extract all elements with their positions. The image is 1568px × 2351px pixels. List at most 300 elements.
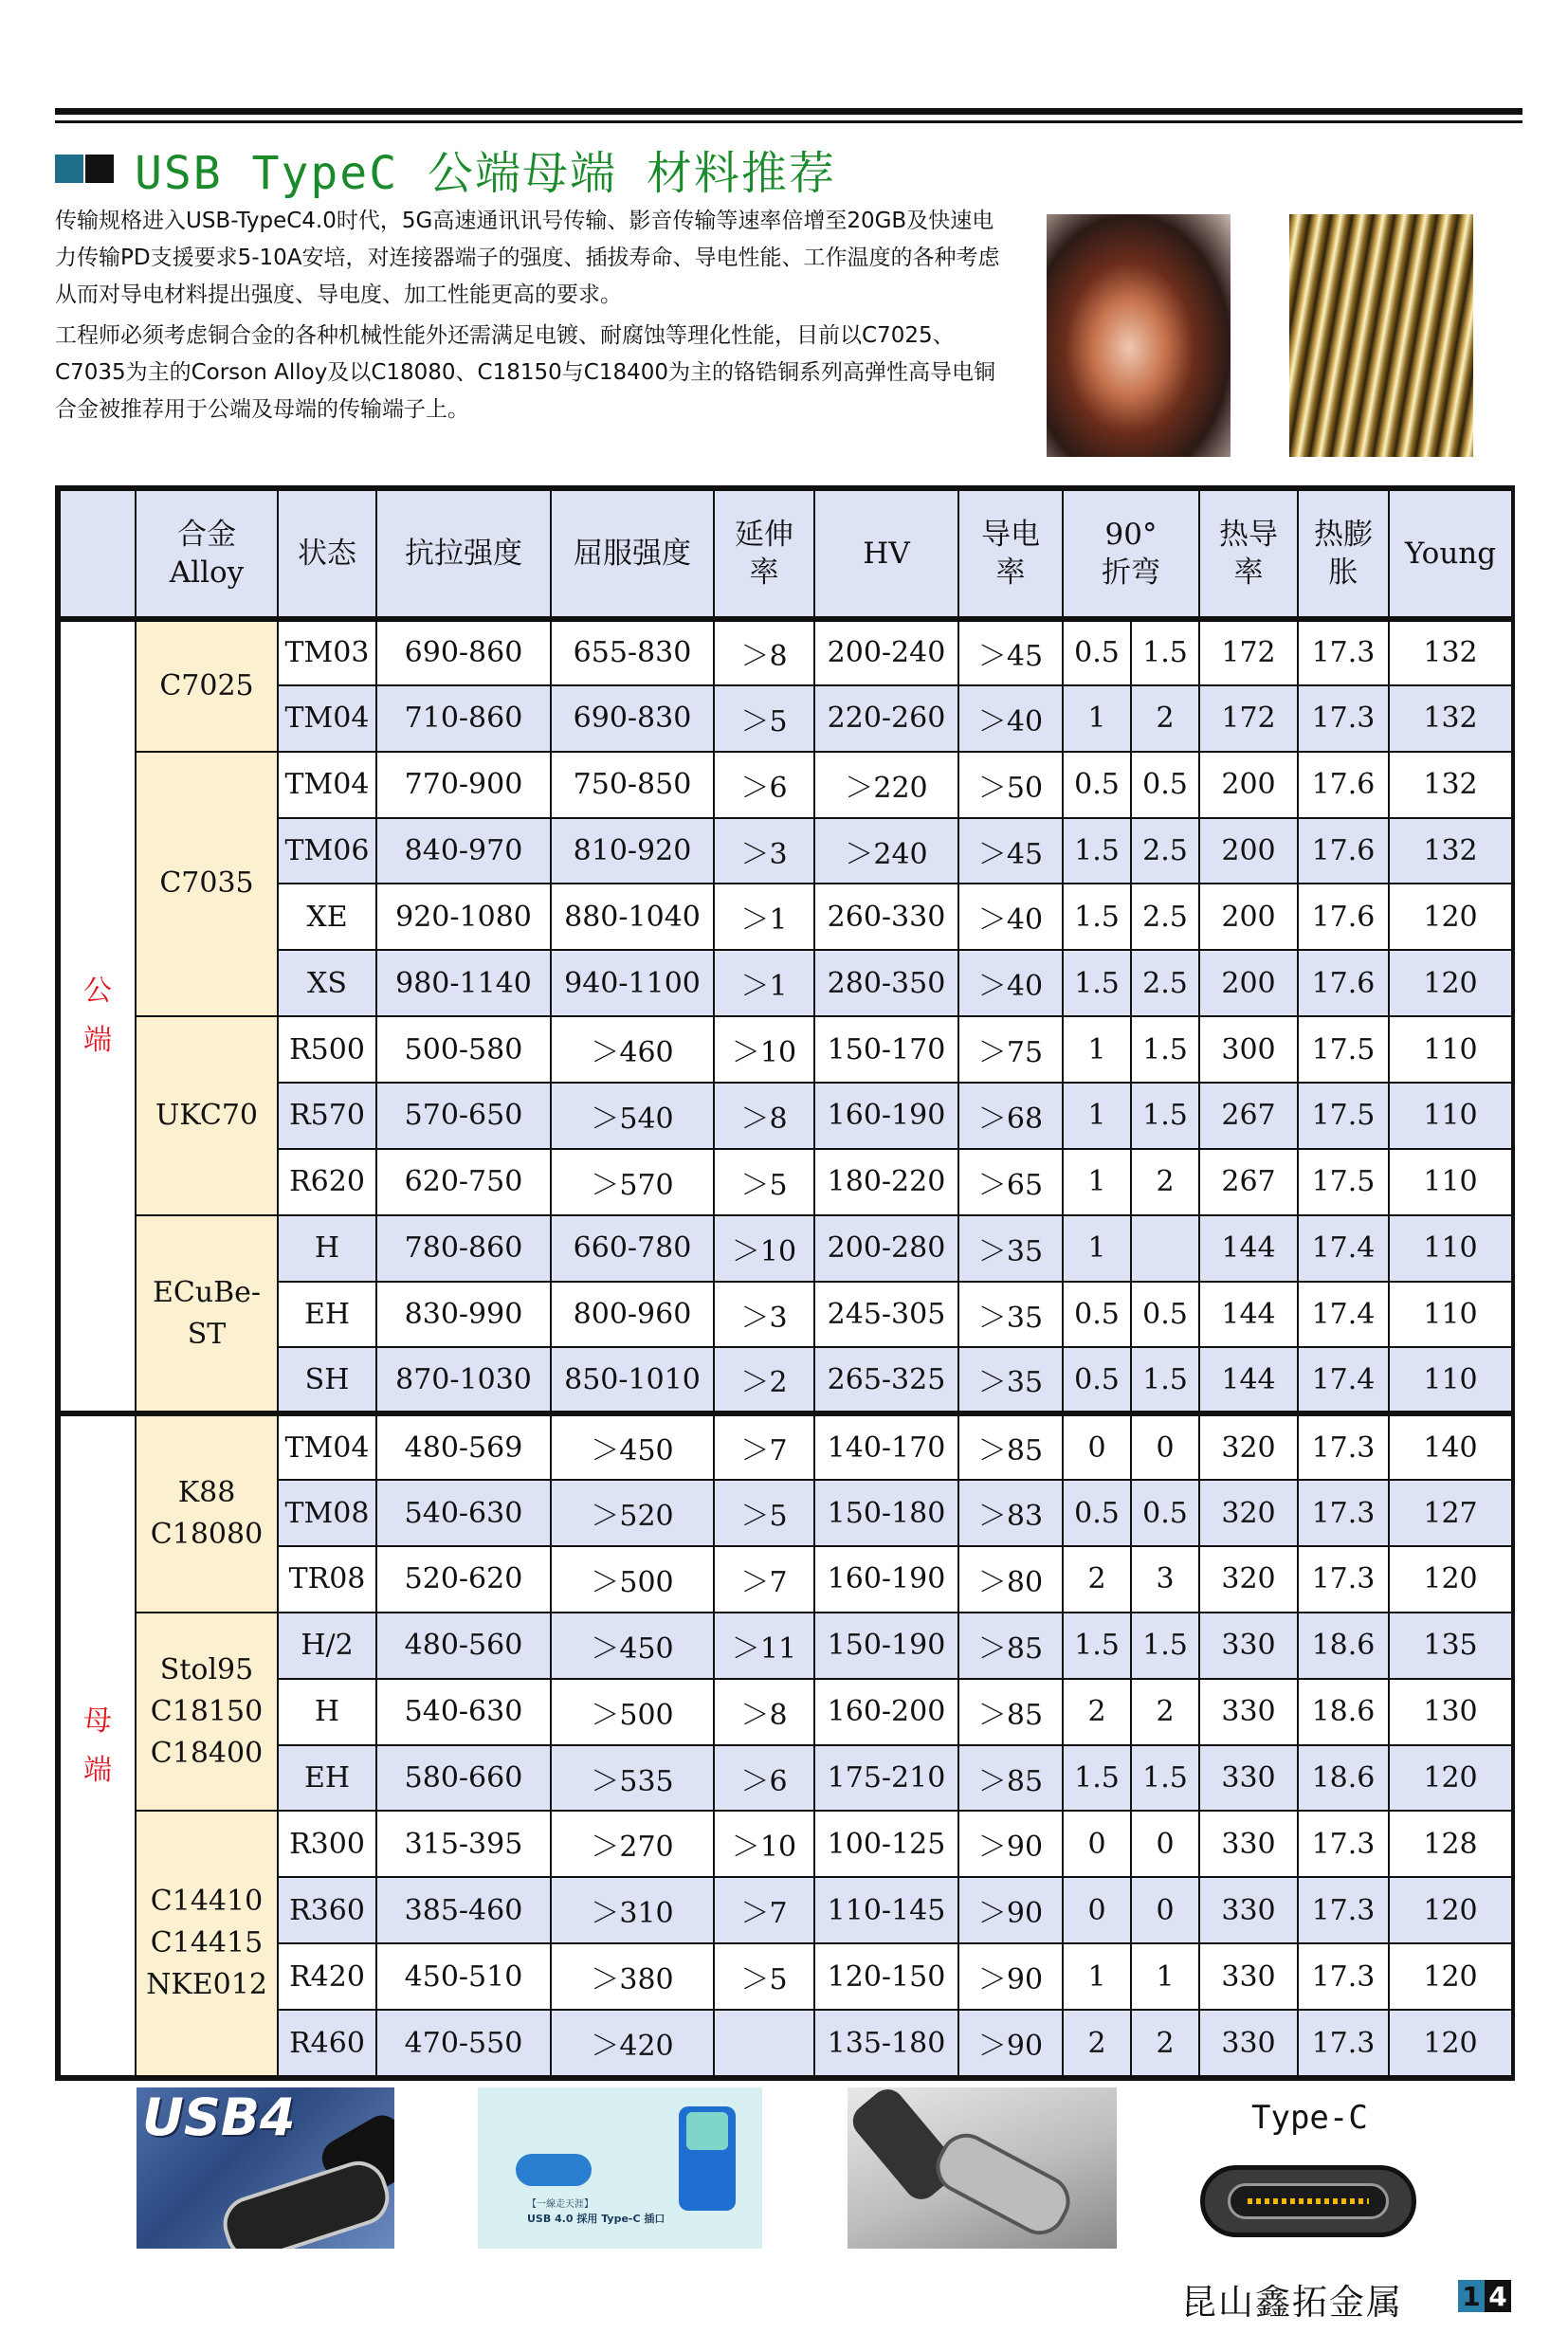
cell-bend-b: 1.5 bbox=[1131, 1347, 1199, 1413]
cell-thermal-exp: 17.3 bbox=[1298, 1480, 1389, 1546]
cell-conductivity: ＞45 bbox=[958, 818, 1063, 884]
group-label: 公 端 bbox=[60, 619, 136, 1413]
cell-tensile: 830-990 bbox=[376, 1282, 551, 1348]
cell-tensile: 710-860 bbox=[376, 685, 551, 752]
cell-bend-b: 1.5 bbox=[1131, 1745, 1199, 1812]
cell-bend-a: 1 bbox=[1063, 1083, 1131, 1149]
cell-bend-b: 3 bbox=[1131, 1546, 1199, 1613]
cell-conductivity: ＞40 bbox=[958, 950, 1063, 1016]
alloy-name: UKC70 bbox=[136, 1016, 278, 1215]
table-row bbox=[60, 1149, 1512, 1215]
cell-state: TR08 bbox=[278, 1546, 376, 1613]
cell-thermal-exp: 17.3 bbox=[1298, 1413, 1389, 1480]
cell-bend-a: 1 bbox=[1063, 685, 1131, 752]
cell-tensile: 580-660 bbox=[376, 1745, 551, 1812]
plug-shape bbox=[927, 2124, 1080, 2244]
header-state: 状态 bbox=[278, 490, 376, 619]
usb4-typec-illustration bbox=[478, 2087, 762, 2249]
cell-bend-a: 0 bbox=[1063, 1877, 1131, 1943]
cell-hv: 160-190 bbox=[814, 1083, 958, 1149]
table-row bbox=[60, 752, 1512, 818]
table-row bbox=[60, 1282, 1512, 1348]
cell-state: XE bbox=[278, 884, 376, 950]
table-row bbox=[60, 1016, 1512, 1083]
cell-state: TM04 bbox=[278, 1413, 376, 1480]
page-number bbox=[1458, 2280, 1511, 2312]
table-row bbox=[60, 1877, 1512, 1943]
cell-bend-a: 0 bbox=[1063, 1811, 1131, 1877]
cell-hv: 150-170 bbox=[814, 1016, 958, 1083]
cell-bend-a: 1.5 bbox=[1063, 1613, 1131, 1679]
cell-hv: 265-325 bbox=[814, 1347, 958, 1413]
cell-yield: 850-1010 bbox=[551, 1347, 714, 1413]
page-title: USB TypeC 公端母端 材料推荐 bbox=[135, 146, 836, 200]
cell-bend-b: 0 bbox=[1131, 1413, 1199, 1480]
cell-yield: ＞310 bbox=[551, 1877, 714, 1943]
cell-bend-a: 1 bbox=[1063, 1943, 1131, 2010]
cell-thermal-cond: 330 bbox=[1199, 2010, 1298, 2076]
alloy-name: C14410 C14415 NKE012 bbox=[136, 1811, 278, 2076]
cell-yield: ＞500 bbox=[551, 1546, 714, 1613]
cell-thermal-exp: 17.3 bbox=[1298, 1943, 1389, 2010]
cell-bend-b: 2.5 bbox=[1131, 818, 1199, 884]
illustration-caption-2: USB 4.0 採用 Type-C 插口 bbox=[527, 2213, 665, 2225]
cell-bend-b bbox=[1131, 1215, 1199, 1282]
cell-thermal-cond: 172 bbox=[1199, 619, 1298, 685]
cell-young: 110 bbox=[1389, 1282, 1512, 1348]
cell-bend-a: 0.5 bbox=[1063, 619, 1131, 685]
cell-thermal-cond: 330 bbox=[1199, 1877, 1298, 1943]
cell-state: R300 bbox=[278, 1811, 376, 1877]
cell-young: 110 bbox=[1389, 1149, 1512, 1215]
cell-conductivity: ＞85 bbox=[958, 1679, 1063, 1745]
cell-young: 132 bbox=[1389, 685, 1512, 752]
cell-bend-a: 1.5 bbox=[1063, 950, 1131, 1016]
cell-thermal-exp: 17.3 bbox=[1298, 1546, 1389, 1613]
cell-thermal-exp: 17.6 bbox=[1298, 884, 1389, 950]
cell-bend-b: 1 bbox=[1131, 1943, 1199, 2010]
typec-port-inner bbox=[1228, 2183, 1389, 2219]
cell-young: 132 bbox=[1389, 619, 1512, 685]
cell-yield: 880-1040 bbox=[551, 884, 714, 950]
table-row bbox=[60, 1811, 1512, 1877]
cell-yield: ＞460 bbox=[551, 1016, 714, 1083]
cell-bend-b: 2 bbox=[1131, 2010, 1199, 2076]
header-hv: HV bbox=[814, 490, 958, 619]
cell-tensile: 770-900 bbox=[376, 752, 551, 818]
cell-state: R360 bbox=[278, 1877, 376, 1943]
cell-thermal-cond: 267 bbox=[1199, 1083, 1298, 1149]
cell-thermal-exp: 17.4 bbox=[1298, 1215, 1389, 1282]
cell-hv: 260-330 bbox=[814, 884, 958, 950]
table-row bbox=[60, 1083, 1512, 1149]
cell-young: 120 bbox=[1389, 950, 1512, 1016]
cell-state: TM08 bbox=[278, 1480, 376, 1546]
cell-elongation: ＞2 bbox=[714, 1347, 814, 1413]
cell-bend-a: 1.5 bbox=[1063, 884, 1131, 950]
cell-conductivity: ＞68 bbox=[958, 1083, 1063, 1149]
cell-yield: 800-960 bbox=[551, 1282, 714, 1348]
cell-hv: 280-350 bbox=[814, 950, 958, 1016]
cell-conductivity: ＞65 bbox=[958, 1149, 1063, 1215]
cell-young: 120 bbox=[1389, 1546, 1512, 1613]
table-row bbox=[60, 818, 1512, 884]
cell-bend-a: 2 bbox=[1063, 1679, 1131, 1745]
header-elongation: 延伸 率 bbox=[714, 490, 814, 619]
intro-text bbox=[55, 203, 1003, 428]
cell-hv: 245-305 bbox=[814, 1282, 958, 1348]
cell-tensile: 620-750 bbox=[376, 1149, 551, 1215]
cell-state: H bbox=[278, 1679, 376, 1745]
cell-young: 132 bbox=[1389, 752, 1512, 818]
cell-elongation: ＞5 bbox=[714, 1480, 814, 1546]
top-rule-thick bbox=[55, 108, 1522, 115]
company-name: 昆山鑫拓金属 bbox=[1181, 2282, 1403, 2323]
cell-tensile: 540-630 bbox=[376, 1679, 551, 1745]
cell-tensile: 385-460 bbox=[376, 1877, 551, 1943]
cell-thermal-exp: 17.3 bbox=[1298, 1877, 1389, 1943]
cell-state: R620 bbox=[278, 1149, 376, 1215]
cell-bend-a: 1 bbox=[1063, 1016, 1131, 1083]
cell-thermal-exp: 17.6 bbox=[1298, 950, 1389, 1016]
cell-conductivity: ＞50 bbox=[958, 752, 1063, 818]
cell-thermal-cond: 267 bbox=[1199, 1149, 1298, 1215]
cell-bend-a: 1 bbox=[1063, 1149, 1131, 1215]
cell-bend-b: 1.5 bbox=[1131, 1083, 1199, 1149]
header-alloy: 合金 Alloy bbox=[136, 490, 278, 619]
cell-young: 110 bbox=[1389, 1347, 1512, 1413]
cell-bend-b: 0.5 bbox=[1131, 1480, 1199, 1546]
cell-hv: 150-190 bbox=[814, 1613, 958, 1679]
cell-thermal-cond: 300 bbox=[1199, 1016, 1298, 1083]
cell-thermal-cond: 320 bbox=[1199, 1480, 1298, 1546]
cell-conductivity: ＞35 bbox=[958, 1347, 1063, 1413]
connector-tip-shape bbox=[686, 2112, 728, 2150]
cell-tensile: 470-550 bbox=[376, 2010, 551, 2076]
cell-hv: 140-170 bbox=[814, 1413, 958, 1480]
cell-tensile: 980-1140 bbox=[376, 950, 551, 1016]
cell-hv: 150-180 bbox=[814, 1480, 958, 1546]
cell-elongation: ＞7 bbox=[714, 1546, 814, 1613]
cell-young: 120 bbox=[1389, 884, 1512, 950]
cell-tensile: 480-560 bbox=[376, 1613, 551, 1679]
cell-conductivity: ＞90 bbox=[958, 1811, 1063, 1877]
cell-elongation: ＞3 bbox=[714, 818, 814, 884]
cell-bend-a: 2 bbox=[1063, 2010, 1131, 2076]
typec-pins bbox=[1248, 2198, 1369, 2204]
typec-label: Type-C bbox=[1251, 2099, 1368, 2137]
table-row bbox=[60, 1613, 1512, 1679]
cell-thermal-cond: 330 bbox=[1199, 1613, 1298, 1679]
cell-thermal-cond: 330 bbox=[1199, 1811, 1298, 1877]
table-row bbox=[60, 1347, 1512, 1413]
cell-tensile: 540-630 bbox=[376, 1480, 551, 1546]
cell-thermal-exp: 17.3 bbox=[1298, 619, 1389, 685]
cell-conductivity: ＞45 bbox=[958, 619, 1063, 685]
cell-elongation: ＞7 bbox=[714, 1877, 814, 1943]
header-thermal-conductivity: 热导 率 bbox=[1199, 490, 1298, 619]
alloy-name: K88 C18080 bbox=[136, 1413, 278, 1613]
cell-thermal-exp: 17.6 bbox=[1298, 818, 1389, 884]
cell-elongation bbox=[714, 2010, 814, 2076]
cell-hv: 120-150 bbox=[814, 1943, 958, 2010]
cell-thermal-cond: 330 bbox=[1199, 1745, 1298, 1812]
cell-tensile: 500-580 bbox=[376, 1016, 551, 1083]
cell-conductivity: ＞75 bbox=[958, 1016, 1063, 1083]
cell-elongation: ＞6 bbox=[714, 1745, 814, 1812]
cell-thermal-exp: 17.5 bbox=[1298, 1016, 1389, 1083]
table-row bbox=[60, 1679, 1512, 1745]
cell-state: R460 bbox=[278, 2010, 376, 2076]
cell-yield: 940-1100 bbox=[551, 950, 714, 1016]
cell-bend-b: 0.5 bbox=[1131, 752, 1199, 818]
cell-yield: ＞270 bbox=[551, 1811, 714, 1877]
cell-elongation: ＞1 bbox=[714, 950, 814, 1016]
cell-bend-b: 2 bbox=[1131, 1149, 1199, 1215]
cell-state: R570 bbox=[278, 1083, 376, 1149]
cell-state: TM04 bbox=[278, 752, 376, 818]
title-square-icon bbox=[55, 155, 83, 183]
header-tensile: 抗拉强度 bbox=[376, 490, 551, 619]
copper-coils-photo bbox=[1047, 214, 1231, 457]
cell-young: 130 bbox=[1389, 1679, 1512, 1745]
cell-elongation: ＞5 bbox=[714, 1149, 814, 1215]
cell-elongation: ＞11 bbox=[714, 1613, 814, 1679]
cell-thermal-exp: 17.3 bbox=[1298, 1811, 1389, 1877]
cell-hv: ＞240 bbox=[814, 818, 958, 884]
plug-shape bbox=[216, 2154, 394, 2249]
header-conductivity: 导电 率 bbox=[958, 490, 1063, 619]
cell-bend-b: 2.5 bbox=[1131, 950, 1199, 1016]
cell-yield: ＞540 bbox=[551, 1083, 714, 1149]
cell-elongation: ＞8 bbox=[714, 1679, 814, 1745]
cell-tensile: 315-395 bbox=[376, 1811, 551, 1877]
cell-conductivity: ＞40 bbox=[958, 685, 1063, 752]
cell-state: R420 bbox=[278, 1943, 376, 2010]
cell-tensile: 920-1080 bbox=[376, 884, 551, 950]
cell-bend-a: 2 bbox=[1063, 1546, 1131, 1613]
cell-bend-b: 2 bbox=[1131, 1679, 1199, 1745]
cell-yield: ＞450 bbox=[551, 1613, 714, 1679]
table-row bbox=[60, 1745, 1512, 1812]
cell-conductivity: ＞90 bbox=[958, 2010, 1063, 2076]
cell-elongation: ＞5 bbox=[714, 685, 814, 752]
cell-yield: ＞535 bbox=[551, 1745, 714, 1812]
cell-young: 132 bbox=[1389, 818, 1512, 884]
intro-paragraph-1: 传输规格进入USB-TypeC4.0时代，5G高速通讯讯号传输、影音传输等速率倍增至20GB及快速电力传输PD支援要求5-10A安培，对连接器端子的强度、插拔寿命、导电性能、工作温度的各种考虑从而对导电材料提出强度、导电度、加工性能更高的要求。 bbox=[55, 209, 1000, 307]
cell-bend-b: 2.5 bbox=[1131, 884, 1199, 950]
usb4-cable-photo bbox=[137, 2087, 394, 2249]
cell-thermal-cond: 144 bbox=[1199, 1215, 1298, 1282]
cable-shape bbox=[516, 2154, 592, 2186]
typec-port-icon bbox=[1200, 2165, 1416, 2237]
cell-yield: ＞420 bbox=[551, 2010, 714, 2076]
cell-thermal-cond: 200 bbox=[1199, 950, 1298, 1016]
alloy-name: ECuBe- ST bbox=[136, 1215, 278, 1414]
illustration-caption-1: 【一線走天涯】 bbox=[527, 2199, 593, 2210]
cell-bend-a: 0.5 bbox=[1063, 1282, 1131, 1348]
cell-thermal-cond: 330 bbox=[1199, 1679, 1298, 1745]
cell-conductivity: ＞40 bbox=[958, 884, 1063, 950]
table-row bbox=[60, 884, 1512, 950]
cell-elongation: ＞10 bbox=[714, 1811, 814, 1877]
alloy-name: C7025 bbox=[136, 619, 278, 752]
title-square-icon bbox=[85, 155, 114, 183]
cell-young: 128 bbox=[1389, 1811, 1512, 1877]
cell-bend-b: 0 bbox=[1131, 1877, 1199, 1943]
cell-state: EH bbox=[278, 1745, 376, 1812]
cell-bend-b: 1.5 bbox=[1131, 1613, 1199, 1679]
header-bend90: 90° 折弯 bbox=[1063, 490, 1199, 619]
cell-young: 120 bbox=[1389, 1745, 1512, 1812]
cell-state: XS bbox=[278, 950, 376, 1016]
header-corner bbox=[60, 490, 136, 619]
cell-thermal-exp: 17.4 bbox=[1298, 1347, 1389, 1413]
header-yield: 屈服强度 bbox=[551, 490, 714, 619]
cell-young: 135 bbox=[1389, 1613, 1512, 1679]
cell-thermal-exp: 18.6 bbox=[1298, 1613, 1389, 1679]
cell-state: H/2 bbox=[278, 1613, 376, 1679]
cell-young: 110 bbox=[1389, 1016, 1512, 1083]
cell-conductivity: ＞80 bbox=[958, 1546, 1063, 1613]
cell-yield: ＞520 bbox=[551, 1480, 714, 1546]
cell-state: R500 bbox=[278, 1016, 376, 1083]
cell-bend-a: 0 bbox=[1063, 1413, 1131, 1480]
cell-elongation: ＞5 bbox=[714, 1943, 814, 2010]
cell-state: TM04 bbox=[278, 685, 376, 752]
cell-elongation: ＞1 bbox=[714, 884, 814, 950]
page-number-digit: 1 bbox=[1458, 2280, 1485, 2312]
cell-yield: ＞500 bbox=[551, 1679, 714, 1745]
cell-young: 110 bbox=[1389, 1215, 1512, 1282]
cell-hv: 220-260 bbox=[814, 685, 958, 752]
cell-bend-b: 0 bbox=[1131, 1811, 1199, 1877]
table-row bbox=[60, 685, 1512, 752]
cell-yield: 690-830 bbox=[551, 685, 714, 752]
cell-elongation: ＞7 bbox=[714, 1413, 814, 1480]
cell-hv: 110-145 bbox=[814, 1877, 958, 1943]
cell-young: 120 bbox=[1389, 1877, 1512, 1943]
cell-state: TM06 bbox=[278, 818, 376, 884]
cell-thermal-cond: 200 bbox=[1199, 884, 1298, 950]
cell-hv: 160-190 bbox=[814, 1546, 958, 1613]
cell-yield: 810-920 bbox=[551, 818, 714, 884]
material-table-grid bbox=[59, 489, 1513, 2077]
cell-thermal-exp: 18.6 bbox=[1298, 1679, 1389, 1745]
table-row bbox=[60, 1215, 1512, 1282]
cell-tensile: 450-510 bbox=[376, 1943, 551, 2010]
top-rule-thin bbox=[55, 120, 1522, 123]
cell-young: 120 bbox=[1389, 1943, 1512, 2010]
cell-young: 110 bbox=[1389, 1083, 1512, 1149]
cell-young: 127 bbox=[1389, 1480, 1512, 1546]
intro-paragraph-2: 工程师必须考虑铜合金的各种机械性能外还需满足电镀、耐腐蚀等理化性能，目前以C7025、C7035为主的Corson Alloy及以C18080、C18150与C18400为主的铬锆铜系列高弹性高导电铜合金被推荐用于公端及母端的传输端子上。 bbox=[55, 323, 995, 422]
table-header-row bbox=[60, 490, 1512, 619]
cell-tensile: 480-569 bbox=[376, 1413, 551, 1480]
cell-hv: 175-210 bbox=[814, 1745, 958, 1812]
table-row bbox=[60, 2010, 1512, 2076]
cell-hv: 200-240 bbox=[814, 619, 958, 685]
cell-thermal-exp: 17.6 bbox=[1298, 752, 1389, 818]
cell-yield: ＞380 bbox=[551, 1943, 714, 2010]
cell-bend-a: 0.5 bbox=[1063, 752, 1131, 818]
cell-young: 140 bbox=[1389, 1413, 1512, 1480]
typec-plug-photo bbox=[848, 2087, 1117, 2249]
cell-elongation: ＞10 bbox=[714, 1215, 814, 1282]
cell-thermal-exp: 17.5 bbox=[1298, 1149, 1389, 1215]
cell-thermal-cond: 172 bbox=[1199, 685, 1298, 752]
cell-bend-a: 1.5 bbox=[1063, 1745, 1131, 1812]
cell-thermal-cond: 320 bbox=[1199, 1413, 1298, 1480]
cell-conductivity: ＞35 bbox=[958, 1282, 1063, 1348]
cell-thermal-exp: 18.6 bbox=[1298, 1745, 1389, 1812]
cell-conductivity: ＞83 bbox=[958, 1480, 1063, 1546]
cell-bend-a: 0.5 bbox=[1063, 1347, 1131, 1413]
cell-conductivity: ＞90 bbox=[958, 1943, 1063, 2010]
cell-thermal-cond: 144 bbox=[1199, 1282, 1298, 1348]
cell-thermal-cond: 330 bbox=[1199, 1943, 1298, 2010]
cell-elongation: ＞3 bbox=[714, 1282, 814, 1348]
alloy-name: Stol95 C18150 C18400 bbox=[136, 1613, 278, 1812]
cell-bend-a: 1.5 bbox=[1063, 818, 1131, 884]
cell-bend-a: 0.5 bbox=[1063, 1480, 1131, 1546]
page-number-digit: 4 bbox=[1485, 2280, 1511, 2312]
material-table bbox=[55, 485, 1515, 2081]
cell-state: H bbox=[278, 1215, 376, 1282]
cell-conductivity: ＞85 bbox=[958, 1613, 1063, 1679]
group-label: 母 端 bbox=[60, 1413, 136, 2076]
table-row bbox=[60, 1943, 1512, 2010]
cell-elongation: ＞10 bbox=[714, 1016, 814, 1083]
cell-conductivity: ＞85 bbox=[958, 1413, 1063, 1480]
cell-tensile: 690-860 bbox=[376, 619, 551, 685]
table-row bbox=[60, 950, 1512, 1016]
cell-thermal-exp: 17.3 bbox=[1298, 685, 1389, 752]
cell-bend-b: 2 bbox=[1131, 685, 1199, 752]
cell-yield: 660-780 bbox=[551, 1215, 714, 1282]
cell-conductivity: ＞90 bbox=[958, 1877, 1063, 1943]
cell-thermal-exp: 17.3 bbox=[1298, 2010, 1389, 2076]
cell-yield: ＞570 bbox=[551, 1149, 714, 1215]
header-thermal-expansion: 热膨 胀 bbox=[1298, 490, 1389, 619]
table-row bbox=[60, 1413, 1512, 1480]
cell-tensile: 780-860 bbox=[376, 1215, 551, 1282]
cell-thermal-cond: 200 bbox=[1199, 752, 1298, 818]
cell-yield: ＞450 bbox=[551, 1413, 714, 1480]
cell-yield: 655-830 bbox=[551, 619, 714, 685]
cell-conductivity: ＞35 bbox=[958, 1215, 1063, 1282]
cell-tensile: 840-970 bbox=[376, 818, 551, 884]
cell-elongation: ＞8 bbox=[714, 1083, 814, 1149]
cell-elongation: ＞6 bbox=[714, 752, 814, 818]
cell-hv: 200-280 bbox=[814, 1215, 958, 1282]
cell-hv: ＞220 bbox=[814, 752, 958, 818]
cell-thermal-cond: 200 bbox=[1199, 818, 1298, 884]
table-row bbox=[60, 1480, 1512, 1546]
cell-thermal-cond: 144 bbox=[1199, 1347, 1298, 1413]
cell-bend-b: 0.5 bbox=[1131, 1282, 1199, 1348]
usb4-logo: USB4 bbox=[142, 2087, 296, 2147]
section-title bbox=[55, 144, 836, 200]
alloy-name: C7035 bbox=[136, 752, 278, 1016]
cell-tensile: 570-650 bbox=[376, 1083, 551, 1149]
cell-hv: 180-220 bbox=[814, 1149, 958, 1215]
header-young: Young bbox=[1389, 490, 1512, 619]
cell-thermal-cond: 320 bbox=[1199, 1546, 1298, 1613]
cell-hv: 100-125 bbox=[814, 1811, 958, 1877]
cell-thermal-exp: 17.5 bbox=[1298, 1083, 1389, 1149]
cell-yield: 750-850 bbox=[551, 752, 714, 818]
